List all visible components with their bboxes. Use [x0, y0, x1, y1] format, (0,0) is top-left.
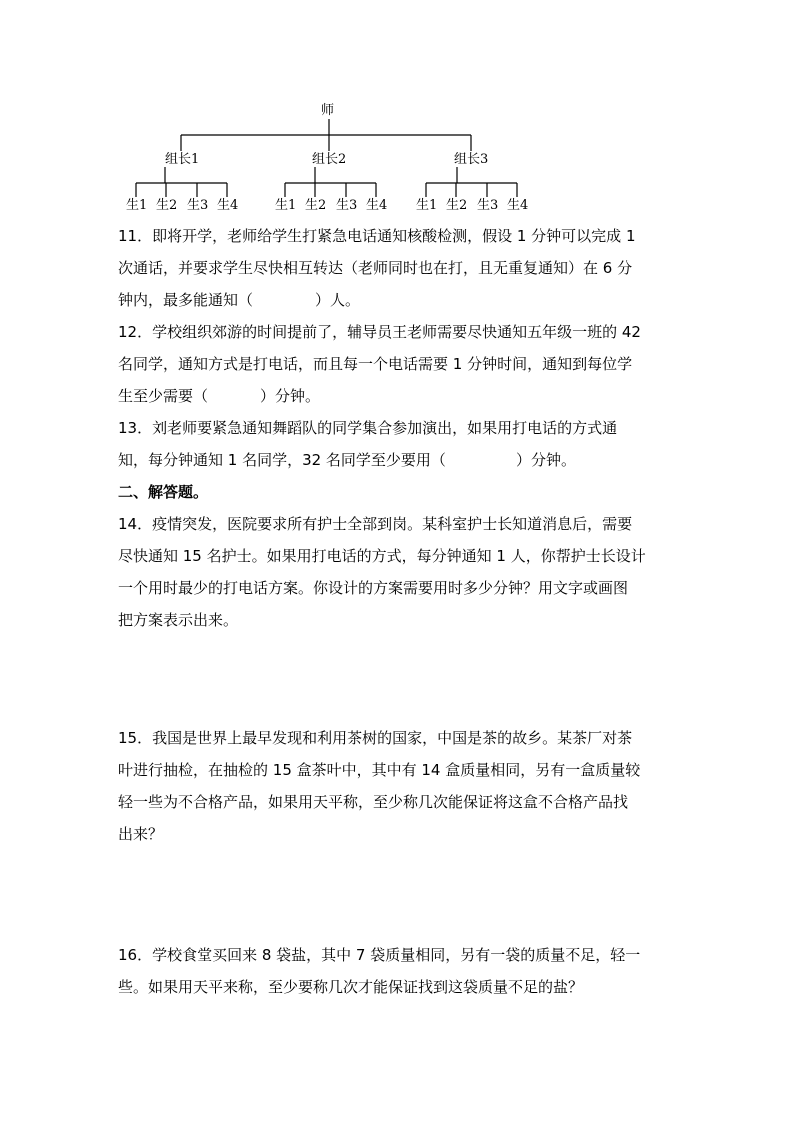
question-14 [118, 508, 678, 636]
tree-student: 生1 [416, 198, 438, 213]
q15-line: 15．我国是世界上最早发现和利用茶树的国家，中国是茶的故乡。某茶厂对茶 [118, 729, 633, 747]
question-13 [118, 412, 678, 476]
q15-line: 出来？ [118, 825, 164, 843]
q15-line: 叶进行抽检，在抽检的 15 盒茶叶中，其中有 14 盒质量相同，另有一盒质量较 [118, 761, 641, 779]
q16-line: 些。如果用天平来称，至少要称几次才能保证找到这袋质量不足的盐？ [118, 978, 584, 996]
q11-line: 钟内，最多能通知（ ）人。 [118, 291, 361, 309]
q13-line: 知，每分钟通知 1 名同学，32 名同学至少要用（ ）分钟。 [118, 451, 576, 469]
tree-student: 生4 [507, 198, 529, 213]
question-12 [118, 316, 678, 412]
tree-student: 生2 [446, 198, 468, 213]
q14-line: 14．疫情突发，医院要求所有护士全部到岗。某科室护士长知道消息后，需要 [118, 515, 633, 533]
tree-student: 生2 [305, 198, 327, 213]
q16-line: 16．学校食堂买回来 8 袋盐，其中 7 袋质量相同，另有一袋的质量不足，轻一 [118, 946, 641, 964]
tree-student: 生1 [275, 198, 297, 213]
call-tree-diagram [0, 0, 794, 230]
q15-line: 轻一些为不合格产品，如果用天平称，至少称几次能保证将这盒不合格产品找 [118, 793, 629, 811]
tree-root-label: 师 [321, 103, 335, 118]
question-11 [118, 220, 678, 316]
tree-lines [0, 0, 794, 230]
question-15 [118, 722, 678, 850]
tree-student: 生3 [187, 198, 209, 213]
tree-student: 生4 [366, 198, 388, 213]
q11-line: 次通话，并要求学生尽快相互转达（老师同时也在打，且无重复通知）在 6 分 [118, 259, 633, 277]
tree-student: 生3 [477, 198, 499, 213]
tree-leader-2: 组长2 [312, 152, 347, 167]
q11-line: 11．即将开学，老师给学生打紧急电话通知核酸检测，假设 1 分钟可以完成 1 [118, 227, 636, 245]
tree-student: 生2 [156, 198, 178, 213]
section-heading: 二、解答题。 [118, 483, 209, 501]
tree-student: 生3 [336, 198, 358, 213]
q14-line: 把方案表示出来。 [118, 611, 239, 629]
question-16 [118, 939, 678, 1003]
tree-student: 生4 [217, 198, 239, 213]
q12-line: 名同学，通知方式是打电话，而且每一个电话需要 1 分钟时间，通知到每位学 [118, 355, 633, 373]
q14-line: 一个用时最少的打电话方案。你设计的方案需要用时多少分钟？用文字或画图 [118, 579, 629, 597]
q13-line: 13．刘老师要紧急通知舞蹈队的同学集合参加演出，如果用打电话的方式通 [118, 419, 618, 437]
q12-line: 12．学校组织郊游的时间提前了，辅导员王老师需要尽快通知五年级一班的 42 [118, 323, 641, 341]
tree-leader-3: 组长3 [454, 152, 489, 167]
q12-line: 生至少需要（ ）分钟。 [118, 387, 321, 405]
tree-leader-1: 组长1 [165, 152, 200, 167]
q14-line: 尽快通知 15 名护士。如果用打电话的方式，每分钟通知 1 人，你帮护士长设计 [118, 547, 646, 565]
tree-student: 生1 [126, 198, 148, 213]
